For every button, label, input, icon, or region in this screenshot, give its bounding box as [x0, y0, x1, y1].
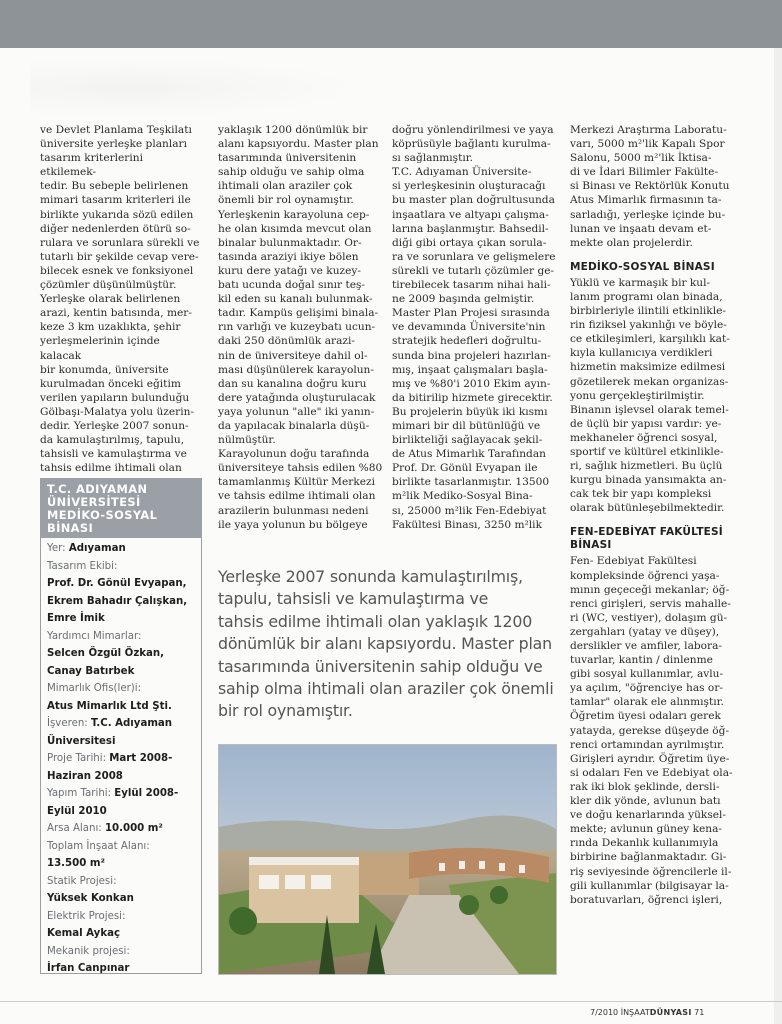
credit-entry	[47, 855, 195, 873]
credit-label: Proje Tarihi:	[47, 753, 110, 764]
credit-entry	[47, 540, 195, 558]
body-column-4	[570, 123, 756, 907]
credit-entry	[47, 558, 195, 576]
body-column-3	[392, 123, 558, 532]
page-edge-shadow	[774, 48, 782, 1024]
credit-entry	[47, 628, 195, 646]
credit-label: Tasarım Ekibi:	[47, 560, 118, 572]
issue-number: 7/2010	[590, 1008, 619, 1017]
column-2-text: yaklaşık 1200 dönümlük bir alanı kapsıyordu. Master plan tasarımında üniversitenin sahip olduğu ve sahip olma ihtimali olan araziler çok önemli bir rol oynamıştır. Yerleşkenin karayoluna cep- he olan kısımda mevcut olan binalar bulunmaktadır. Or- tasında araziyi ikiye bölen kuru dere yatağı ve kuzey- batı ucunda doğal sınır teş- kil eden su kanalı bulunmak- tadır. Kampüs gelişimi binala- rın varlığı ve kuzeybatı ucun- daki 250 dönümlük arazi- nin de üniversiteye dahil ol- ması düşünülerek karayolun- dan su kanalına doğru kuru dere yatağında oluşturulacak yaya yolunun "alle" iki yanın- da yapılacak binalarla düşü- nülmüştür. Karayolunun doğu tarafında üniversiteye tahsis edilen %80 tamamlanmış Kültür Merkezi ve tahsis edilme ihtimali olan arazilerin bulunması nedeni ile yaya yolunun bu bölgeye	[218, 124, 383, 531]
credit-entry	[47, 715, 195, 750]
credit-value: Atus Mimarlık Ltd Şti.	[47, 700, 172, 712]
credit-value: İrfan Canpınar	[47, 963, 130, 974]
footer-rule	[0, 1001, 782, 1002]
credit-label: İşveren:	[47, 718, 91, 729]
fen-edebiyat-text: Fen- Edebiyat Fakültesi kompleksinde öğrenci yaşa- mının geçeceği mekanlar; öğ- renci girişleri, servis mahalle- ri (WC, vestiyer), dolaşım gü- zergahları (yatay ve düşey), derslikler ve amfiler, labora- tuvarlar, kantin / dinlenme gibi sosyal kullanımlar, avlu- ya açılım, "öğrenciye has or- tamlar" olarak ele alınmıştır. Öğretim üyesi odaları gerek yatayda, gerekse düşeyde öğ- renci ortamından ayrılmıştır. Girişleri ayrıdır. Öğretim üye- si odaları Fen ve Edebiyat ola- rak iki blok şeklinde, dersli- kler dik yönde, avlunun batı ve doğu kenarlarında yüksel- mekte; avlunun güney kena- rında Dekanlık kullanımıyla birbirine bağlanmaktadır. Gi- riş seviyesinde öğrencilerle il- gili kullanımlar (bilgisayar la- boratuvarları, öğrenci işleri,	[570, 555, 733, 906]
column-3-text: doğru yönlendirilmesi ve yaya köprüsüyle bağlantı kurulma- sı sağlanmıştır. T.C. Adıyaman Üniversite- si yerleşkesinin oluşturacağı bu master plan doğrultusunda inşaatlara ve altyapı çalışma- larına başlanmıştır. Bahsedil- diği gibi ortaya çıkan sorula- ra ve sorunlara ve gelişmelere sürekli ve tutarlı çözümler ge- tirebilecek tasarım nihai hali- ne 2009 başında gelmiştir. Master Plan Projesi sırasında ve devamında Üniversite'nin stratejik hedefleri doğrultu- sunda bina projeleri hazırlan- mış, inşaat çalışmaları başla- mış ve %80'i 2010 Ekim ayın- da bitirilip hizmete girecektir. Bu projelerin büyük iki kısmı mimari bir dil bütünlüğü ve birlikteliği sağlayacak şekil- de Atus Mimarlık Tarafından Prof. Dr. Gönül Evyapan ile birlikte tasarlanmıştır. 13500 m²lik Mediko-Sosyal Bina- sı, 25000 m²lik Fen-Edebiyat Fakültesi Binası, 3250 m²lik	[392, 124, 556, 531]
mediko-sosyal-text: Yüklü ve karmaşık bir kul- lanım programı olan binada, birbirleriyle ilintili etkinlikle- rin fiziksel yakınlığı ve böyle- ce etkileşimleri, karşılıklı kat- kıyla kullanıcıya verdikleri hizmetin maksimize edilmesi gözetilerek mekan organizas- yonu gerçekleştirilmiştir. Binanın işlevsel olarak temel- de üçlü bir yapısı vardır: ye- mekhaneler öğrenci sosyal, sportif ve kültürel etkinlikle- ri, sağlık hizmetleri. Bu üçlü kurgu binada yansımakta an- cak tek bir yapı kompleksi olarak bütünleşebilmektedir.	[570, 276, 730, 515]
credit-label: Yer:	[47, 543, 69, 554]
magazine-name-a: İNŞAAT	[620, 1008, 650, 1017]
top-gray-band	[0, 0, 782, 48]
column-1-text: ve Devlet Planlama Teşkilatı üniversite yerleşke planları tasarım kriterlerini etkilemek- tedir. Bu sebeple belirlenen mimari tasarım kriterleri ile birlikte yukarıda sözü edilen diğer nedenlerden ötürü so- rulara ve sorunlara sürekli ve tutarlı bir şekilde cevap vere- bilecek esnek ve fonksiyonel çözümler düşünülmüştür. Yerleşke olarak belirlenen arazi, kentin batısında, mer- keze 3 km uzaklıkta, şehir yerleşmelerinin içinde kalacak bir konumda, üniversite kurulmadan önceki eğitim verilen yapıların bulunduğu Gölbaşı-Malatya yolu üzerin- dedir. Yerleşke 2007 sonun- da kamulaştırılmış, tapulu, tahsisli ve kamulaştırma ve tahsis edilme ihtimali olan	[40, 124, 200, 475]
credit-label: Mekanik projesi:	[47, 945, 130, 957]
credit-value: Prof. Dr. Gönül Evyapan, Ekrem Bahadır Çalışkan, Emre İmik	[47, 578, 188, 624]
credit-value: 13.500 m²	[47, 858, 105, 869]
project-info-header	[41, 479, 201, 538]
body-column-1	[40, 123, 200, 475]
faded-header-mark	[30, 58, 360, 118]
credit-value: Selcen Özgül Özkan, Canay Batırbek	[47, 648, 165, 677]
credit-value: Eylül 2008- Eylül 2010	[47, 788, 179, 817]
magazine-name-b: DÜNYASI	[649, 1008, 692, 1017]
credit-label: Toplam İnşaat Alanı:	[47, 840, 150, 852]
credit-entry	[47, 838, 195, 856]
pull-quote: Yerleşke 2007 sonunda kamulaştırılmış, tapulu, tahsisli ve kamulaştırma ve tahsis edilme ihtimali olan yaklaşık 1200 dönümlük bir alanı kapsıyordu. Master plan tasarımında üniversitenin sahip olduğu ve sahip olma ihtimali olan araziler çok önemli bir rol oynamıştır.	[218, 567, 554, 721]
credit-label: Arsa Alanı:	[47, 823, 105, 834]
credit-entry	[47, 645, 195, 680]
credit-value: Yüksek Konkan	[47, 893, 134, 904]
credit-entry	[47, 575, 195, 628]
credit-label: Yardımcı Mimarlar:	[47, 630, 142, 642]
credit-value: T.C. Adıyaman Üniversitesi	[47, 718, 173, 747]
project-credits-list	[41, 538, 201, 980]
credit-value: 10.000 m²	[104, 823, 163, 834]
credit-entry	[47, 925, 195, 943]
credit-entry	[47, 960, 195, 978]
credit-value: Kemal Aykaç	[47, 928, 121, 939]
campus-rendering-image	[218, 744, 557, 975]
credit-value: Adıyaman	[68, 543, 126, 554]
fen-edebiyat-heading: FEN-EDEBİYAT FAKÜLTESİ BİNASI	[570, 526, 723, 552]
credit-entry	[47, 873, 195, 891]
mediko-sosyal-heading: MEDİKO-SOSYAL BİNASI	[570, 260, 715, 273]
page-number: 71	[694, 1008, 705, 1017]
credit-label: Statik Projesi:	[47, 875, 117, 887]
credit-entry	[47, 750, 195, 785]
body-column-2	[218, 123, 384, 532]
page-footer	[590, 1008, 704, 1017]
credit-entry	[47, 820, 195, 838]
credit-label: Mimarlık Ofis(ler)i:	[47, 683, 142, 694]
credit-entry	[47, 785, 195, 820]
project-info-title: T.C. ADIYAMAN ÜNİVERSİTESİ MEDİKO-SOSYAL BİNASI	[47, 482, 158, 535]
credit-entry	[47, 698, 195, 716]
credit-entry	[47, 943, 195, 961]
credit-entry	[47, 680, 195, 698]
credit-label: Yapım Tarihi:	[47, 788, 115, 799]
credit-value: Mart 2008- Haziran 2008	[47, 753, 173, 782]
credit-entry	[47, 908, 195, 926]
credit-entry	[47, 890, 195, 908]
column-4-intro-text: Merkezi Araştırma Laboratu- varı, 5000 m²'lik Kapalı Spor Salonu, 5000 m²'lik İktisa- di ve İdari Bilimler Fakülte- si Binası ve Rektörlük Konutu Atus Mimarlık firmasının ta- sarladığı, yerleşke içinde bu- lunan ve inşaatı devam et- mekte olan projelerdir.	[570, 124, 730, 249]
project-info-box	[40, 478, 202, 974]
credit-label: Elektrik Projesi:	[47, 910, 126, 922]
